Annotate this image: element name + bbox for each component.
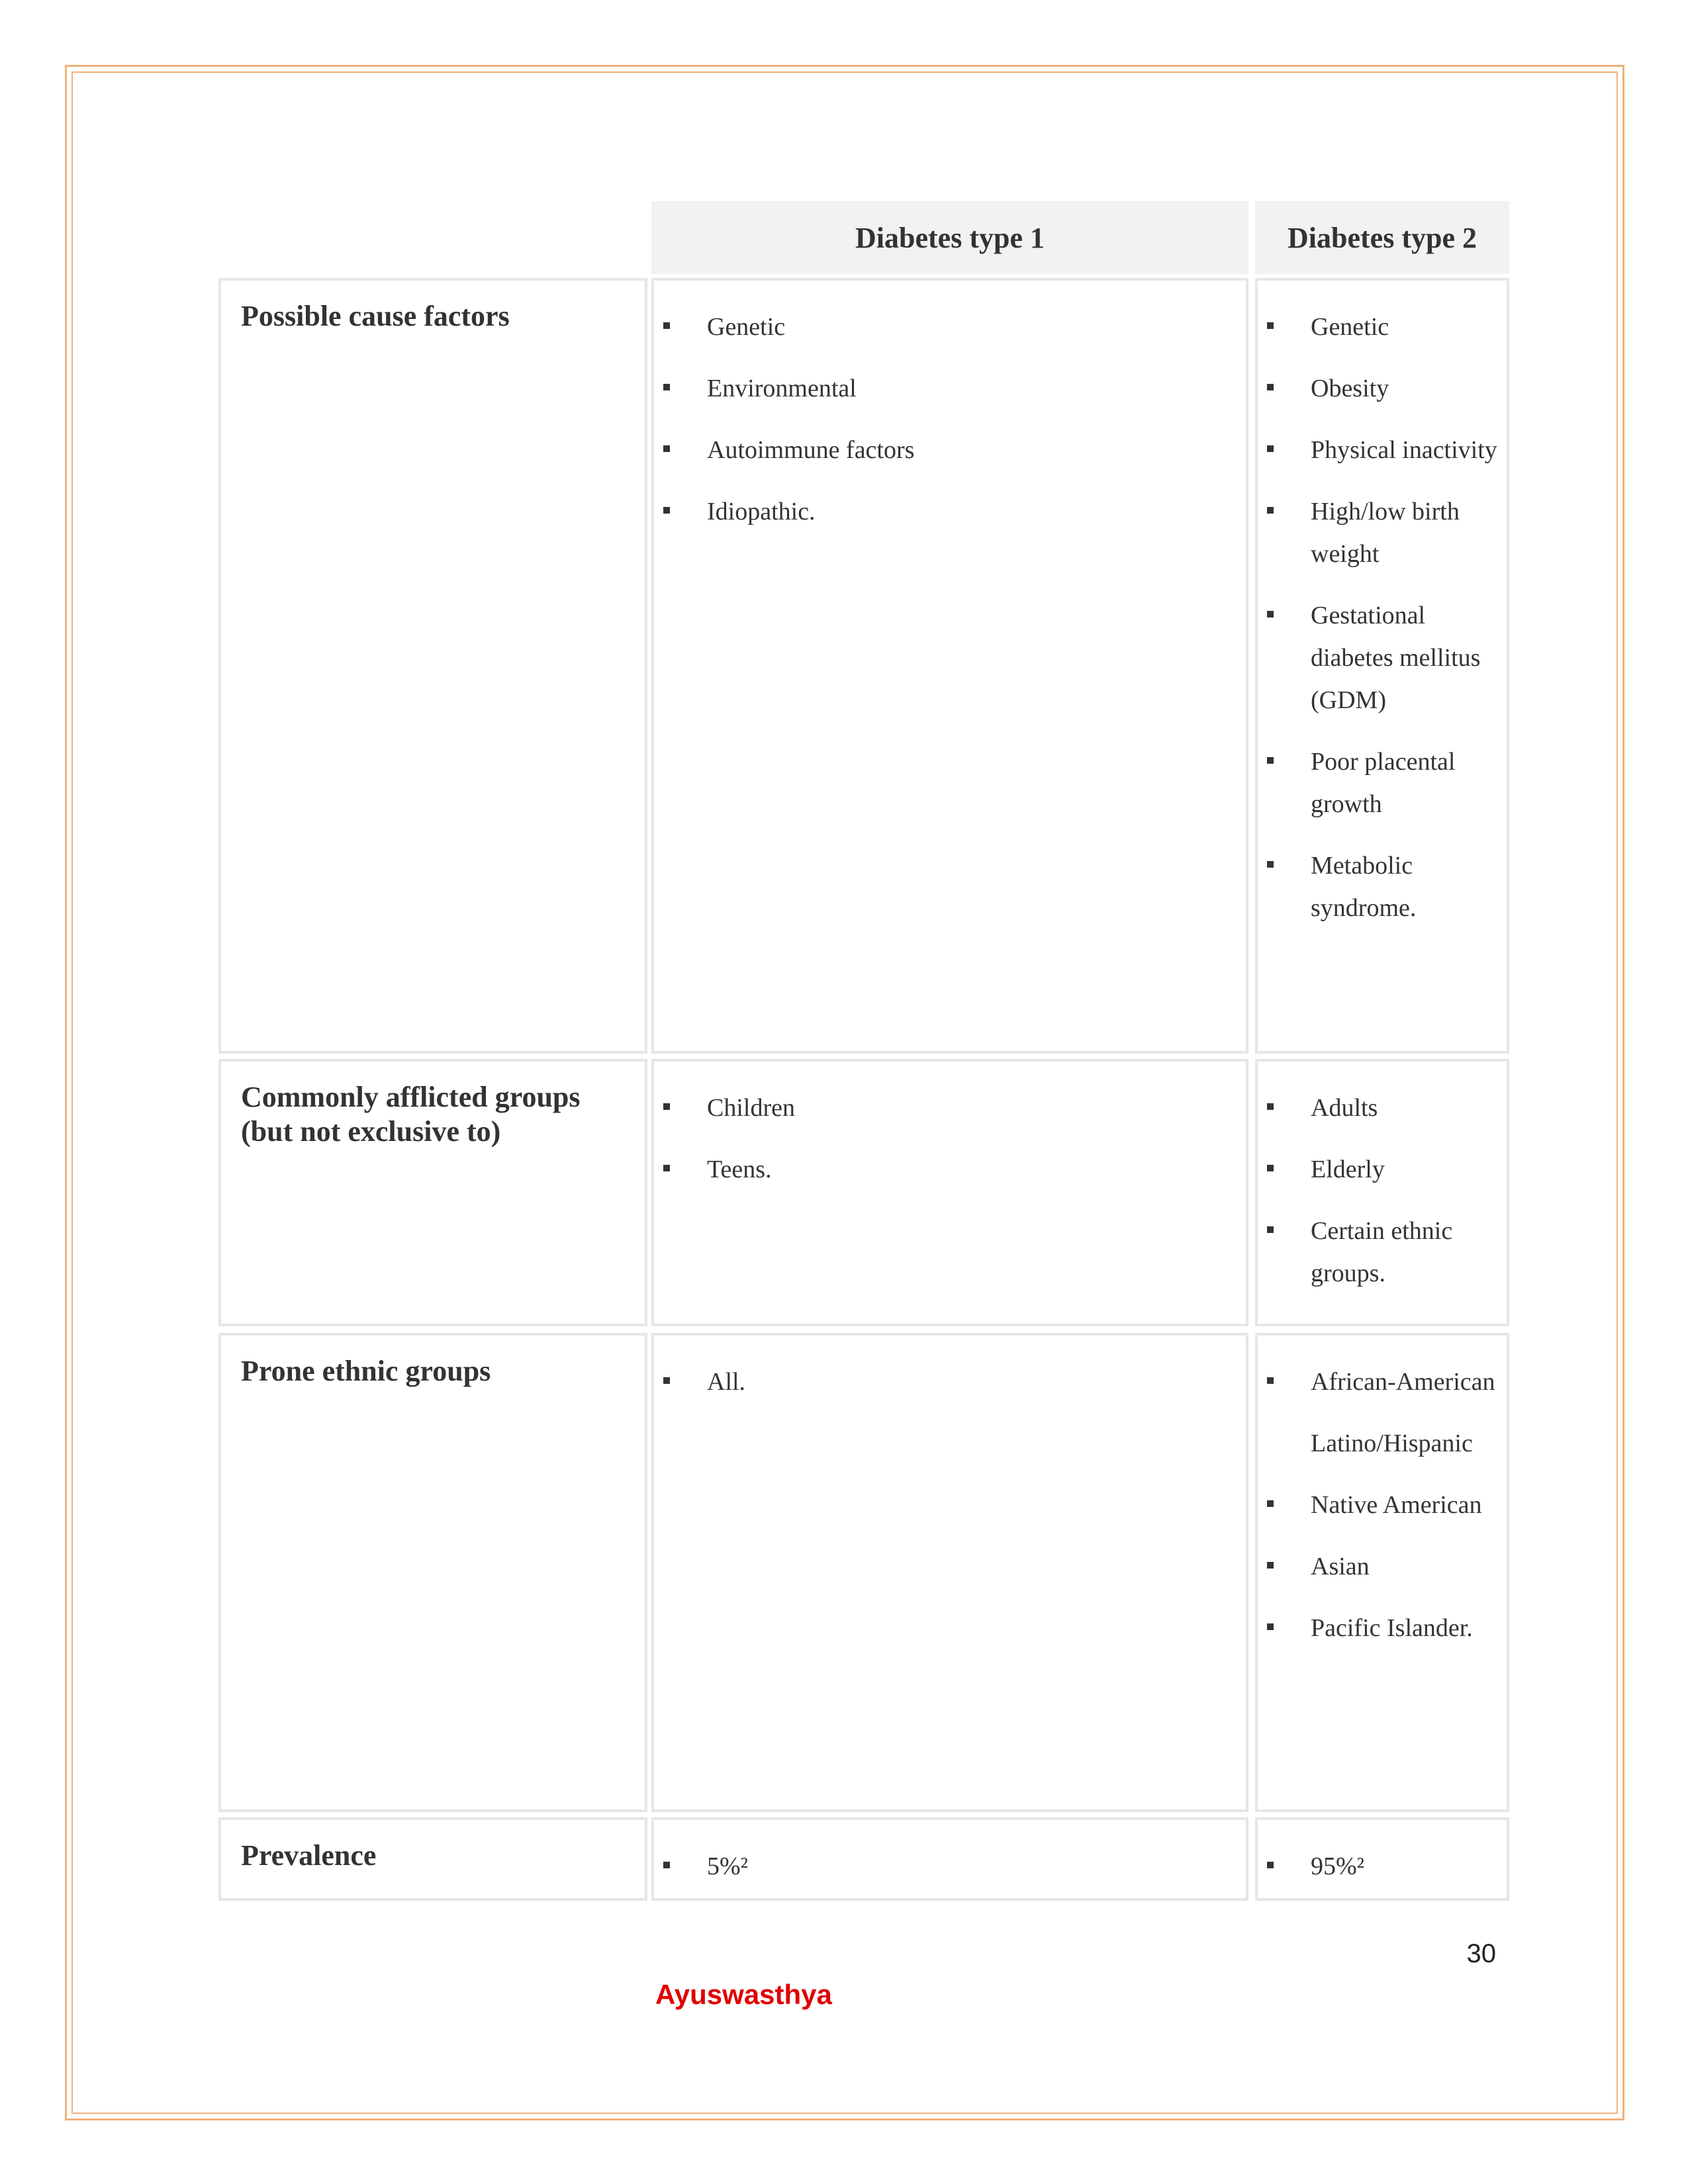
list-item: Genetic [1258, 306, 1499, 348]
square-bullet-icon [1267, 507, 1274, 514]
square-bullet-icon [663, 322, 670, 329]
list-item: Native American [1258, 1484, 1499, 1526]
list-item: Poor placental growth [1258, 741, 1499, 825]
square-bullet-icon [1267, 1862, 1274, 1868]
bullet-list [1258, 1361, 1499, 1668]
square-bullet-icon [1267, 1103, 1274, 1110]
row-label-cell [218, 1333, 647, 1812]
square-bullet-icon [1267, 1377, 1274, 1384]
square-bullet-icon [663, 384, 670, 390]
square-bullet-icon [1267, 1165, 1274, 1171]
bullet-list [654, 1361, 1238, 1422]
type2-cell [1255, 278, 1509, 1054]
list-item: Children [654, 1087, 1238, 1129]
list-item: 5%² [654, 1845, 1238, 1888]
row-label: Prevalence [241, 1839, 377, 1872]
list-item: Environmental [654, 367, 1238, 410]
row-label-cell [218, 278, 647, 1054]
list-item: African-American [1258, 1361, 1499, 1403]
list-item: Genetic [654, 306, 1238, 348]
bullet-list [1258, 1845, 1499, 1907]
square-bullet-icon [1267, 1226, 1274, 1233]
bullet-list [654, 1087, 1238, 1210]
list-item: Gestational diabetes mellitus (GDM) [1258, 594, 1499, 721]
square-bullet-icon [1267, 384, 1274, 390]
type1-cell [651, 278, 1248, 1054]
list-item: Physical inactivity [1258, 429, 1499, 471]
bullet-list [1258, 306, 1499, 948]
square-bullet-icon [1267, 1623, 1274, 1630]
row-label: Possible cause factors [241, 300, 510, 332]
list-item: 95%² [1258, 1845, 1499, 1888]
list-item: Elderly [1258, 1148, 1499, 1191]
square-bullet-icon [1267, 322, 1274, 329]
header-diabetes-type-1: Diabetes type 1 [651, 201, 1248, 274]
square-bullet-icon [663, 507, 670, 514]
square-bullet-icon [1267, 757, 1274, 764]
square-bullet-icon [663, 1165, 670, 1171]
row-label-cell [218, 1817, 647, 1901]
square-bullet-icon [1267, 861, 1274, 868]
row-label-cell [218, 1059, 647, 1326]
list-item: Certain ethnic groups. [1258, 1210, 1499, 1295]
type1-cell [651, 1817, 1248, 1901]
bullet-list [654, 306, 1238, 552]
list-item: Adults [1258, 1087, 1499, 1129]
type2-cell [1255, 1059, 1509, 1326]
list-item: Latino/Hispanic [1311, 1430, 1473, 1457]
list-item: Obesity [1258, 367, 1499, 410]
list-item: Asian [1258, 1545, 1499, 1588]
header-diabetes-type-2: Diabetes type 2 [1255, 201, 1509, 274]
type1-cell [651, 1059, 1248, 1326]
row-label: Commonly afflicted groups (but not exclusive to) [241, 1081, 581, 1148]
square-bullet-icon [1267, 1562, 1274, 1569]
type1-cell [651, 1333, 1248, 1812]
bullet-list [654, 1845, 1238, 1907]
bullet-list [1258, 1087, 1499, 1314]
square-bullet-icon [663, 1103, 670, 1110]
list-item: Idiopathic. [654, 490, 1238, 533]
square-bullet-icon [663, 1862, 670, 1868]
list-item: Autoimmune factors [654, 429, 1238, 471]
list-item: All. [654, 1361, 1238, 1403]
type2-cell [1255, 1333, 1509, 1812]
row-label: Prone ethnic groups [241, 1355, 491, 1387]
square-bullet-icon [663, 445, 670, 452]
list-item: High/low birth weight [1258, 490, 1499, 575]
list-item: Teens. [654, 1148, 1238, 1191]
square-bullet-icon [1267, 611, 1274, 617]
list-item: Metabolic syndrome. [1258, 844, 1499, 929]
list-item: Pacific Islander. [1258, 1607, 1499, 1649]
type2-cell [1255, 1817, 1509, 1901]
page-number: 30 [1466, 1939, 1496, 1968]
square-bullet-icon [663, 1377, 670, 1384]
brand-footer: Ayuswasthya [655, 1979, 832, 2010]
square-bullet-icon [1267, 1500, 1274, 1507]
square-bullet-icon [1267, 445, 1274, 452]
